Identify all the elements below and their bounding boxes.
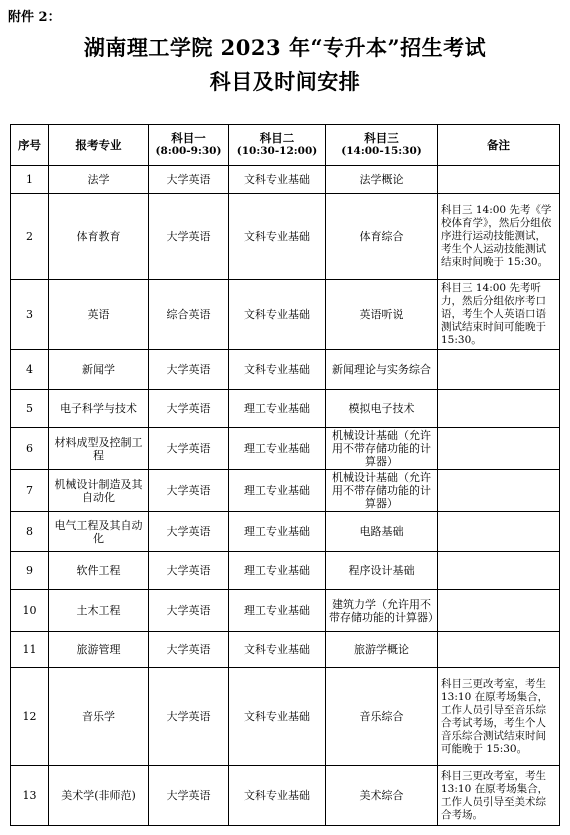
- row-seq-cell: 13: [11, 766, 49, 826]
- header-subject-2: [229, 125, 326, 166]
- table-row: [11, 390, 560, 428]
- row-major-cell: 软件工程: [49, 552, 149, 590]
- row-subject-1-cell: 大学英语: [149, 512, 229, 552]
- row-subject-1-cell: 大学英语: [149, 668, 229, 766]
- row-subject-2-cell: 文科专业基础: [229, 280, 326, 350]
- row-subject-3-cell: 程序设计基础: [326, 552, 438, 590]
- row-subject-2-cell: 理工专业基础: [229, 470, 326, 512]
- row-subject-3-cell: 建筑力学（允许用不带存储功能的计算器）: [326, 590, 438, 632]
- row-subject-1-cell: 大学英语: [149, 194, 229, 280]
- schedule-table: [10, 124, 560, 826]
- row-subject-1-cell: 大学英语: [149, 470, 229, 512]
- row-subject-3-cell: 音乐综合: [326, 668, 438, 766]
- row-remark-cell: [438, 166, 560, 194]
- row-subject-1-cell: 大学英语: [149, 350, 229, 390]
- row-major-cell: 体育教育: [49, 194, 149, 280]
- row-seq-cell: 8: [11, 512, 49, 552]
- row-subject-2-cell: 理工专业基础: [229, 390, 326, 428]
- table-row: [11, 590, 560, 632]
- row-subject-3-cell: 机械设计基础（允许用不带存储功能的计算器）: [326, 470, 438, 512]
- row-subject-3-cell: 体育综合: [326, 194, 438, 280]
- row-subject-2-cell: 文科专业基础: [229, 668, 326, 766]
- table-row: [11, 350, 560, 390]
- table-body: [11, 166, 560, 826]
- row-major-cell: 机械设计制造及其自动化: [49, 470, 149, 512]
- row-subject-1-cell: 大学英语: [149, 552, 229, 590]
- row-subject-2-cell: 文科专业基础: [229, 166, 326, 194]
- row-subject-1-cell: 大学英语: [149, 390, 229, 428]
- row-subject-2-cell: 理工专业基础: [229, 552, 326, 590]
- row-seq-cell: 12: [11, 668, 49, 766]
- row-remark-cell: 科目三更改考室，考生 13:10 在原考场集合，工作人员引导至美术综合考场。: [438, 766, 560, 826]
- table-row: [11, 280, 560, 350]
- header-subject-3-time: (14:00-15:30): [341, 145, 422, 157]
- row-subject-1-cell: 大学英语: [149, 428, 229, 470]
- row-subject-2-cell: 理工专业基础: [229, 428, 326, 470]
- row-subject-3-cell: 新闻理论与实务综合: [326, 350, 438, 390]
- table-row: [11, 166, 560, 194]
- header-subject-1-label: 科目一: [171, 131, 206, 145]
- row-subject-3-cell: 机械设计基础（允许用不带存储功能的计算器）: [326, 428, 438, 470]
- row-subject-3-cell: 模拟电子技术: [326, 390, 438, 428]
- row-seq-cell: 4: [11, 350, 49, 390]
- row-subject-3-cell: 电路基础: [326, 512, 438, 552]
- row-subject-2-cell: 理工专业基础: [229, 512, 326, 552]
- row-remark-cell: [438, 470, 560, 512]
- row-subject-3-cell: 旅游学概论: [326, 632, 438, 668]
- row-remark-cell: 科目三 14:00 先考听力，然后分组依序考口语，考生个人英语口语测试结束时间可能晚于 15:30。: [438, 280, 560, 350]
- row-subject-1-cell: 大学英语: [149, 766, 229, 826]
- document-title: 湖南理工学院 2023 年“专升本”招生考试: [83, 35, 487, 60]
- row-subject-2-cell: 文科专业基础: [229, 766, 326, 826]
- row-remark-cell: 科目三 14:00 先考《学校体育学》，然后分组依序进行运动技能测试，考生个人运动技能测试结束时间晚于 15:30。: [438, 194, 560, 280]
- header-seq: 序号: [11, 125, 49, 166]
- row-seq-cell: 1: [11, 166, 49, 194]
- table-row: [11, 552, 560, 590]
- row-remark-cell: [438, 512, 560, 552]
- row-subject-2-cell: 文科专业基础: [229, 350, 326, 390]
- row-major-cell: 美术学(非师范): [49, 766, 149, 826]
- row-remark-cell: 科目三更改考室，考生 13:10 在原考场集合，工作人员引导至音乐综合考试考场，考生个人音乐综合测试结束时间可能晚于 15:30。: [438, 668, 560, 766]
- row-major-cell: 土木工程: [49, 590, 149, 632]
- table-row: [11, 766, 560, 826]
- row-seq-cell: 7: [11, 470, 49, 512]
- table-row: [11, 194, 560, 280]
- row-remark-cell: [438, 350, 560, 390]
- header-subject-3: [326, 125, 438, 166]
- row-seq-cell: 6: [11, 428, 49, 470]
- row-subject-3-cell: 美术综合: [326, 766, 438, 826]
- table-row: [11, 632, 560, 668]
- row-subject-1-cell: 综合英语: [149, 280, 229, 350]
- row-subject-2-cell: 理工专业基础: [229, 590, 326, 632]
- header-subject-1-time: (8:00-9:30): [155, 145, 222, 157]
- annex-label: 附件 2：: [8, 10, 61, 25]
- table-row: [11, 428, 560, 470]
- header-subject-2-time: (10:30-12:00): [236, 145, 318, 157]
- header-major: 报考专业: [49, 125, 149, 166]
- row-remark-cell: [438, 428, 560, 470]
- row-seq-cell: 9: [11, 552, 49, 590]
- row-subject-1-cell: 大学英语: [149, 590, 229, 632]
- row-subject-3-cell: 法学概论: [326, 166, 438, 194]
- table-header-row: [11, 125, 560, 166]
- row-remark-cell: [438, 552, 560, 590]
- row-subject-2-cell: 文科专业基础: [229, 194, 326, 280]
- row-remark-cell: [438, 390, 560, 428]
- row-seq-cell: 10: [11, 590, 49, 632]
- row-seq-cell: 11: [11, 632, 49, 668]
- row-seq-cell: 3: [11, 280, 49, 350]
- row-remark-cell: [438, 590, 560, 632]
- row-subject-1-cell: 大学英语: [149, 166, 229, 194]
- row-subject-2-cell: 文科专业基础: [229, 632, 326, 668]
- row-subject-1-cell: 大学英语: [149, 632, 229, 668]
- row-major-cell: 电气工程及其自动化: [49, 512, 149, 552]
- header-subject-3-label: 科目三: [364, 131, 399, 145]
- table-row: [11, 668, 560, 766]
- row-major-cell: 新闻学: [49, 350, 149, 390]
- row-major-cell: 音乐学: [49, 668, 149, 766]
- header-subject-1: [149, 125, 229, 166]
- row-major-cell: 材料成型及控制工程: [49, 428, 149, 470]
- row-major-cell: 法学: [49, 166, 149, 194]
- table-row: [11, 512, 560, 552]
- row-subject-3-cell: 英语听说: [326, 280, 438, 350]
- row-seq-cell: 5: [11, 390, 49, 428]
- row-seq-cell: 2: [11, 194, 49, 280]
- row-remark-cell: [438, 632, 560, 668]
- header-remark: 备注: [438, 125, 560, 166]
- document-subtitle: 科目及时间安排: [209, 69, 361, 94]
- row-major-cell: 电子科学与技术: [49, 390, 149, 428]
- row-major-cell: 英语: [49, 280, 149, 350]
- table-row: [11, 470, 560, 512]
- row-major-cell: 旅游管理: [49, 632, 149, 668]
- header-subject-2-label: 科目二: [259, 131, 295, 145]
